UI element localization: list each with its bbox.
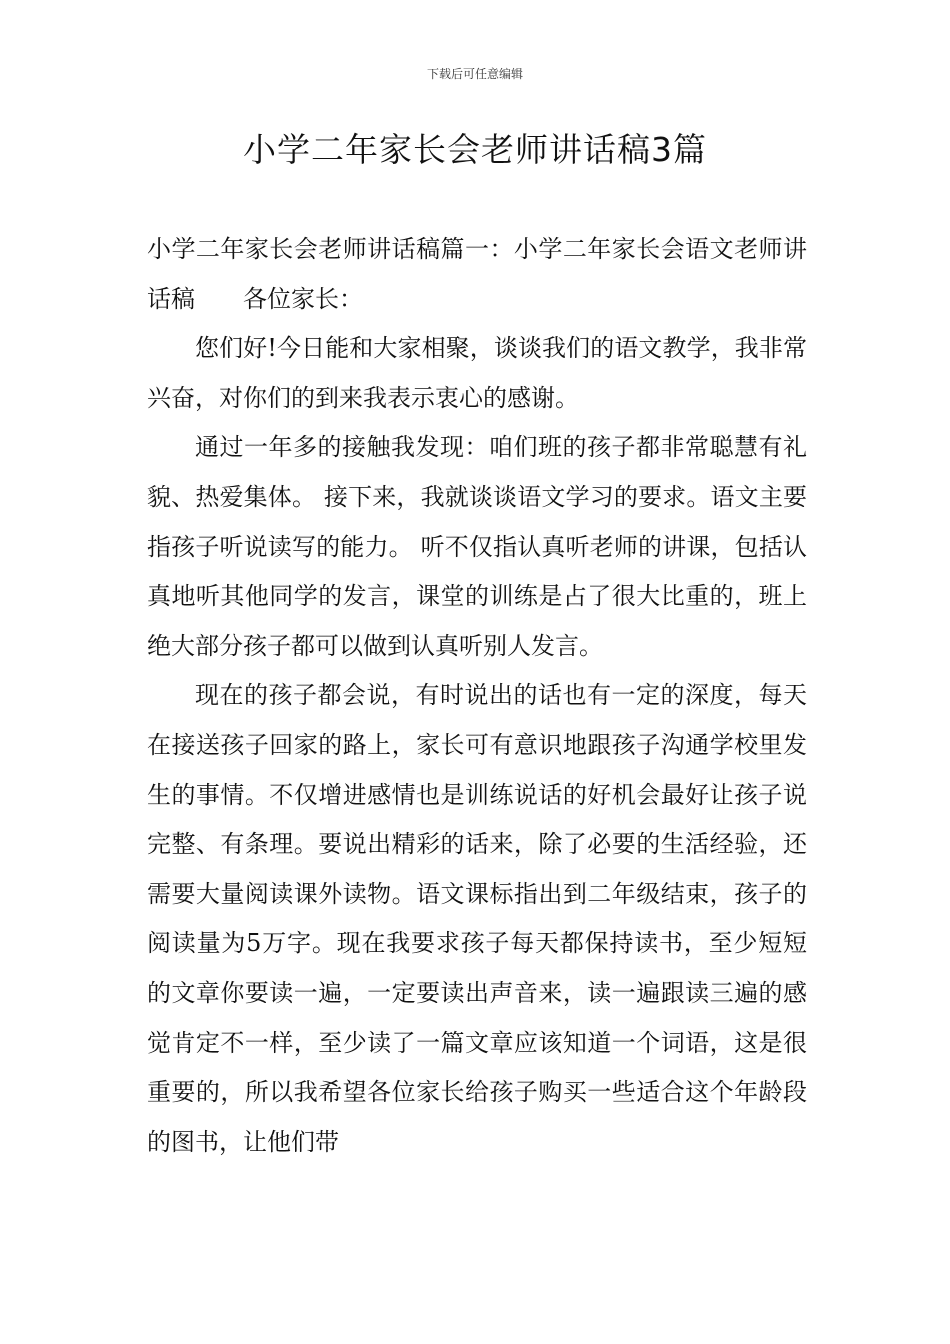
paragraph-speaking-reading: 现在的孩子都会说，有时说出的话也有一定的深度，每天在接送孩子回家的路上，家长可有意识地跟孩子沟通学校里发生的事情。不仅增进感情也是训练说话的好机会最好让孩子说完整、有条理。要说出精彩的话来，除了必要的生活经验，还需要大量阅读课外读物。语文课标指出到二年级结束，孩子的阅读量为5万字。现在我要求孩子每天都保持读书，至少短短的文章你要读一遍，一定要读出声音来，读一遍跟读三遍的感觉肯定不一样，至少读了一篇文章应该知道一个词语，这是很重要的，所以我希望各位家长给孩子购买一些适合这个年龄段的图书，让他们带 — [147, 681, 807, 1156]
paragraph-greeting: 您们好!今日能和大家相聚，谈谈我们的语文教学，我非常兴奋，对你们的到来我表示衷心的感谢。 — [147, 334, 807, 412]
paragraph-listening: 通过一年多的接触我发现：咱们班的孩子都非常聪慧有礼貌、热爱集体。 接下来，我就谈谈语文学习的要求。语文主要指孩子听说读写的能力。 听不仅指认真听老师的讲课，包括认真地听其他同学的发言，课堂的训练是占了很大比重的，班上绝大部分孩子都可以做到认真听别人发言。 — [147, 433, 807, 660]
header-note: 下载后可任意编辑 — [426, 67, 523, 81]
document-title: 小学二年家长会老师讲话稿3篇 — [243, 130, 707, 169]
paragraph-intro: 小学二年家长会老师讲话稿篇一：小学二年家长会语文老师讲话稿 各位家长： — [147, 235, 807, 313]
document-body — [147, 225, 807, 1167]
